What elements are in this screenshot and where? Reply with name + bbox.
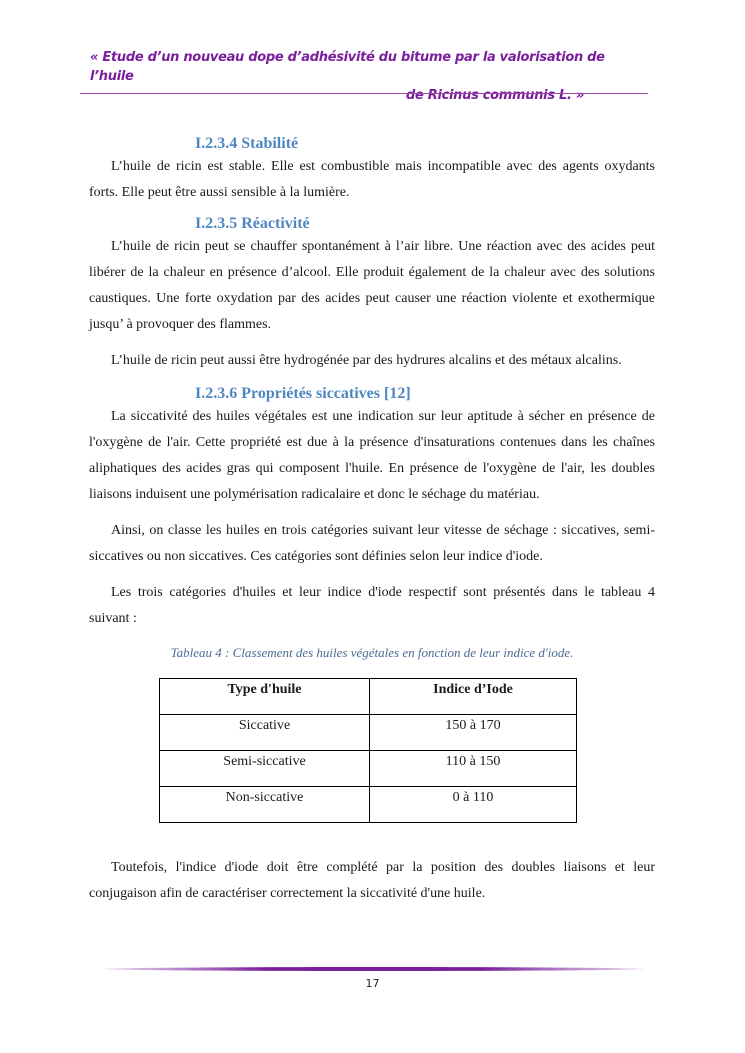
iodine-index-table <box>159 678 577 823</box>
page-body <box>89 134 655 907</box>
table-cell-indice: 0 à 110 <box>370 787 577 823</box>
paragraph-siccatives-1: La siccativité des huiles végétales est une indication sur leur aptitude à sécher en présence de l'oxygène de l'air. Cette propriété est due à la présence d'insaturations contenues dans les chaînes aliphatiques des acides gras qui composent l'huile. En présence de l'oxygène de l'air, les doubles liaisons induisent une polymérisation radicalaire et donc le séchage du matériau. <box>89 409 655 502</box>
heading-stabilite: I.2.3.4 Stabilité <box>195 135 299 152</box>
running-header-line-2: de Ricinus communis L. » <box>405 88 584 103</box>
table-cell-type: Semi-siccative <box>160 751 370 787</box>
paragraph-siccatives-3: Les trois catégories d'huiles et leur indice d'iode respectif sont présentés dans le tableau 4 suivant : <box>89 585 655 626</box>
table-cell-indice: 110 à 150 <box>370 751 577 787</box>
table-cell-type: Non-siccative <box>160 787 370 823</box>
table-cell-type: Siccative <box>160 715 370 751</box>
paragraph-reactivite-2: L’huile de ricin peut aussi être hydrogénée par des hydrures alcalins et des métaux alcalins. <box>111 353 622 368</box>
heading-siccatives: I.2.3.6 Propriétés siccatives [12] <box>195 385 411 402</box>
page-number: 17 <box>365 977 380 990</box>
table-header-type: Type d'huile <box>160 679 370 715</box>
paragraph-stabilite: L’huile de ricin est stable. Elle est combustible mais incompatible avec des agents oxydants forts. Elle peut être aussi sensible à la lumière. <box>89 159 655 200</box>
paragraph-reactivite-1: L’huile de ricin peut se chauffer spontanément à l’air libre. Une réaction avec des acides peut libérer de la chaleur en présence d’alcool. Elle produit également de la chaleur avec des solutions caustiques. Une forte oxydation par des acides peut causer une réaction violente et exothermique jusqu’ à provoquer des flammes. <box>89 239 655 332</box>
table-header-indice: Indice d’Iode <box>370 679 577 715</box>
table-row <box>160 715 577 751</box>
table-header-row <box>160 679 577 715</box>
running-header-line-1: « Etude d’un nouveau dope d’adhésivité du bitume par la valorisation de l’huile <box>90 50 605 84</box>
footer-divider <box>104 967 644 971</box>
table-cell-indice: 150 à 170 <box>370 715 577 751</box>
paragraph-closing: Toutefois, l'indice d'iode doit être complété par la position des doubles liaisons et leur conjugaison afin de caractériser correctement la siccativité d'une huile. <box>89 860 655 901</box>
table-row <box>160 751 577 787</box>
table-row <box>160 787 577 823</box>
heading-reactivite: I.2.3.5 Réactivité <box>195 215 310 232</box>
running-header <box>82 48 648 105</box>
paragraph-siccatives-2: Ainsi, on classe les huiles en trois catégories suivant leur vitesse de séchage : siccatives, semi-siccatives ou non siccatives. Ces catégories sont définies selon leur indice d'iode. <box>89 523 655 564</box>
header-divider <box>80 93 648 94</box>
table-caption: Tableau 4 : Classement des huiles végétales en fonction de leur indice d'iode. <box>170 645 574 660</box>
